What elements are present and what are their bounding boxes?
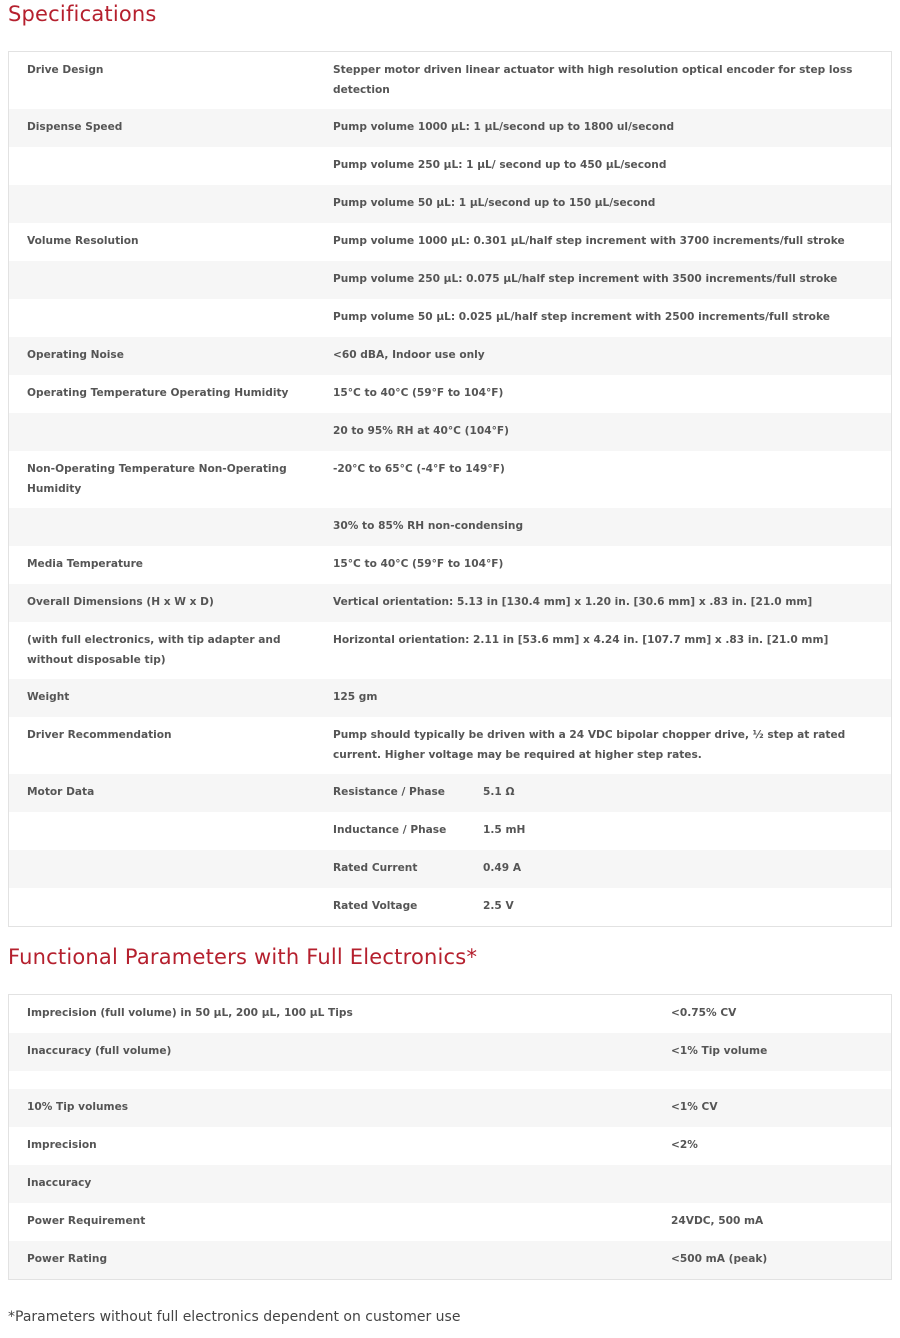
spec-label: Drive Design [27, 64, 104, 76]
spec-label [9, 147, 333, 185]
func-row-tip-volumes [9, 1089, 891, 1127]
func-label: Imprecision (full volume) in 50 µL, 200 µL, 100 µL Tips [27, 1007, 353, 1019]
spec-label: Volume Resolution [27, 235, 139, 247]
func-label: 10% Tip volumes [27, 1101, 129, 1113]
spec-label: Operating Noise [27, 349, 124, 361]
spec-row-motor-data [9, 774, 891, 812]
spec-value: 20 to 95% RH at 40°C (104°F) [333, 425, 509, 437]
spec-row-non-operating-temperature [9, 451, 891, 508]
motor-param-name: Rated Current [333, 862, 418, 874]
specifications-title: Specifications [8, 2, 157, 26]
spec-value: Pump volume 1000 µL: 0.301 µL/half step increment with 3700 increments/full stroke [333, 235, 845, 247]
spec-row [9, 185, 891, 223]
spec-value: Vertical orientation: 5.13 in [130.4 mm] x 1.20 in. [30.6 mm] x .83 in. [21.0 mm] [333, 596, 813, 608]
spec-value: Pump volume 50 µL: 0.025 µL/half step increment with 2500 increments/full stroke [333, 311, 830, 323]
motor-param-name: Rated Voltage [333, 900, 418, 912]
spec-label: Driver Recommendation [27, 729, 172, 741]
spec-row [9, 147, 891, 185]
spec-label [9, 812, 333, 850]
spec-row-dispense-speed [9, 109, 891, 147]
func-label: Inaccuracy [27, 1177, 92, 1189]
func-row-imprecision [9, 1127, 891, 1165]
spec-row-media-temperature [9, 546, 891, 584]
motor-param-value: 1.5 mH [483, 824, 526, 836]
spec-row-motor [9, 812, 891, 850]
motor-spec [333, 888, 891, 926]
spec-value: 30% to 85% RH non-condensing [333, 520, 524, 532]
specifications-table [8, 51, 892, 927]
spec-label [9, 261, 333, 299]
spec-value: <60 dBA, Indoor use only [333, 349, 485, 361]
motor-spec [333, 850, 891, 888]
spec-row [9, 299, 891, 337]
spec-row-operating-noise [9, 337, 891, 375]
spec-value: Pump volume 1000 µL: 1 µL/second up to 1800 ul/second [333, 121, 675, 133]
func-value: <0.75% CV [671, 1007, 737, 1019]
spec-row-motor [9, 850, 891, 888]
func-value [671, 1071, 891, 1089]
spec-label [9, 185, 333, 223]
func-value: <1% CV [671, 1101, 718, 1113]
func-label: Imprecision [27, 1139, 97, 1151]
func-label: Power Rating [27, 1253, 108, 1265]
motor-param-name: Resistance / Phase [333, 786, 445, 798]
func-row-inaccuracy [9, 1165, 891, 1203]
motor-param-value: 2.5 V [483, 900, 514, 912]
func-row-power-requirement [9, 1203, 891, 1241]
spec-value: Pump should typically be driven with a 24 VDC bipolar chopper drive, ½ step at rated current. Higher voltage may be required at higher step rates. [333, 729, 846, 761]
func-value: <500 mA (peak) [671, 1253, 768, 1265]
spec-label [9, 850, 333, 888]
spec-value: Pump volume 250 µL: 1 µL/ second up to 450 µL/second [333, 159, 667, 171]
spec-value: Pump volume 250 µL: 0.075 µL/half step increment with 3500 increments/full stroke [333, 273, 838, 285]
func-row-power-rating [9, 1241, 891, 1279]
spec-label: Overall Dimensions (H x W x D) [27, 596, 214, 608]
spec-row-motor [9, 888, 891, 926]
spec-value: 125 gm [333, 691, 378, 703]
func-label: Inaccuracy (full volume) [27, 1045, 172, 1057]
motor-param-value: 0.49 A [483, 862, 522, 874]
func-row-inaccuracy-full [9, 1033, 891, 1071]
spec-label: Media Temperature [27, 558, 143, 570]
spec-value: 15°C to 40°C (59°F to 104°F) [333, 387, 504, 399]
functional-parameters-title: Functional Parameters with Full Electronics* [8, 945, 478, 969]
spec-value: 15°C to 40°C (59°F to 104°F) [333, 558, 504, 570]
spec-row [9, 261, 891, 299]
spec-label: (with full electronics, with tip adapter and without disposable tip) [27, 634, 281, 666]
spec-label: Dispense Speed [27, 121, 123, 133]
spec-label [9, 299, 333, 337]
spec-value: Pump volume 50 µL: 1 µL/second up to 150 µL/second [333, 197, 656, 209]
spec-label: Motor Data [27, 786, 95, 798]
func-value [671, 1165, 891, 1203]
func-row-imprecision-full [9, 995, 891, 1033]
spec-row-operating-temperature [9, 375, 891, 413]
spec-row-weight [9, 679, 891, 717]
spec-label [9, 888, 333, 926]
motor-param-name: Inductance / Phase [333, 824, 447, 836]
func-value: <2% [671, 1139, 698, 1151]
func-label [9, 1071, 671, 1089]
functional-parameters-table [8, 994, 892, 1280]
func-row-spacer [9, 1071, 891, 1089]
motor-spec [333, 774, 891, 812]
spec-label [9, 508, 333, 546]
footnote: *Parameters without full electronics dependent on customer use [8, 1309, 461, 1325]
spec-value: Stepper motor driven linear actuator with high resolution optical encoder for step loss detection [333, 64, 853, 96]
motor-spec [333, 812, 891, 850]
func-value: <1% Tip volume [671, 1045, 768, 1057]
spec-row-drive-design [9, 52, 891, 109]
spec-row-dimensions-note [9, 622, 891, 679]
spec-label: Operating Temperature Operating Humidity [27, 387, 289, 399]
spec-row-volume-resolution [9, 223, 891, 261]
motor-param-value: 5.1 Ω [483, 786, 515, 798]
spec-row-driver-recommendation [9, 717, 891, 774]
spec-row-overall-dimensions [9, 584, 891, 622]
spec-value: -20°C to 65°C (-4°F to 149°F) [333, 463, 505, 475]
spec-label [9, 413, 333, 451]
spec-row [9, 413, 891, 451]
spec-label: Weight [27, 691, 70, 703]
func-label: Power Requirement [27, 1215, 146, 1227]
spec-value: Horizontal orientation: 2.11 in [53.6 mm] x 4.24 in. [107.7 mm] x .83 in. [21.0 mm] [333, 634, 829, 646]
spec-row [9, 508, 891, 546]
spec-label: Non-Operating Temperature Non-Operating Humidity [27, 463, 287, 495]
func-value: 24VDC, 500 mA [671, 1215, 764, 1227]
